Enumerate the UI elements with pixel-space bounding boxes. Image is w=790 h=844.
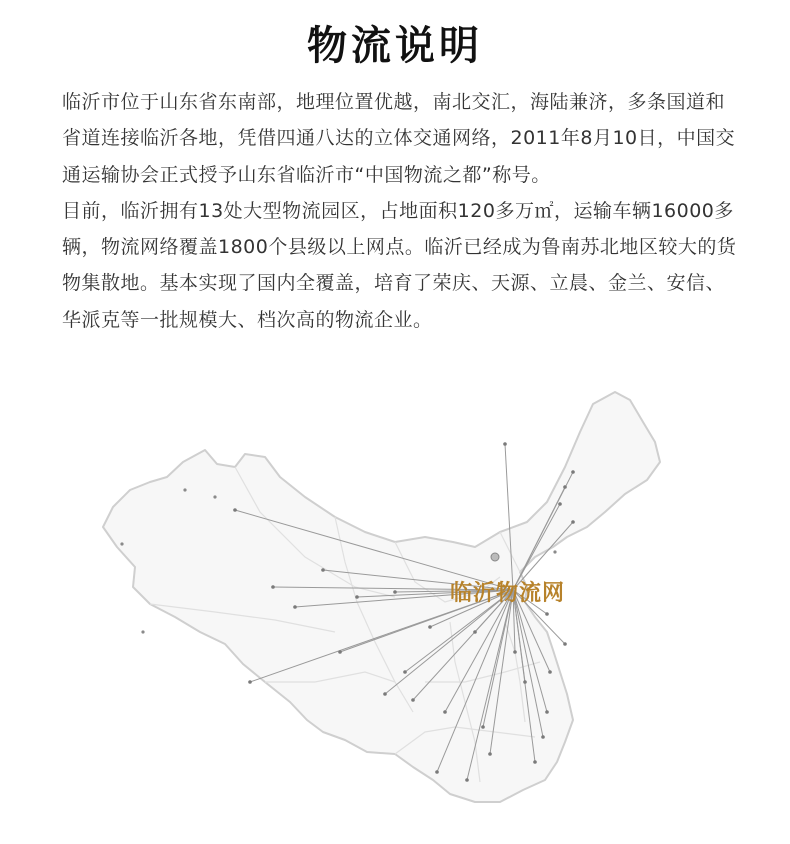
city-dot: [141, 630, 144, 633]
destination-dot: [411, 698, 415, 702]
destination-dot: [548, 670, 552, 674]
destination-dot: [545, 612, 549, 616]
destination-dot: [481, 725, 485, 729]
destination-dot: [403, 670, 407, 674]
city-dot: [120, 542, 123, 545]
intro-text: [62, 84, 742, 338]
capital-marker: [491, 553, 499, 561]
destination-dot: [248, 680, 252, 684]
destination-dot: [563, 485, 567, 489]
page-title: 物流说明: [307, 23, 483, 69]
destination-dot: [321, 568, 325, 572]
destination-dot: [503, 442, 507, 446]
china-outline: [103, 392, 660, 802]
destination-dot: [465, 778, 469, 782]
destination-dot: [383, 692, 387, 696]
destination-dot: [443, 710, 447, 714]
destination-dot: [523, 680, 527, 684]
destination-dot: [338, 650, 342, 654]
destination-dot: [355, 595, 359, 599]
destination-dot: [435, 770, 439, 774]
city-dot: [183, 488, 186, 491]
destination-dot: [488, 752, 492, 756]
destination-dot: [571, 520, 575, 524]
destination-dot: [571, 470, 575, 474]
china-logistics-map: [95, 382, 695, 832]
destination-dot: [293, 605, 297, 609]
city-dot: [553, 550, 556, 553]
destination-dot: [545, 710, 549, 714]
intro-paragraph-2: 目前，临沂拥有13处大型物流园区，占地面积120多万㎡，运输车辆16000多辆，物流网络覆盖1800个县级以上网点。临沂已经成为鲁南苏北地区较大的货物集散地。基本实现了国内全覆盖，培育了荣庆、天源、立晨、金兰、安信、华派克等一批规模大、档次高的物流企业。: [62, 199, 737, 331]
destination-dot: [473, 630, 477, 634]
destination-dot: [271, 585, 275, 589]
city-dot: [213, 495, 216, 498]
destination-dot: [233, 508, 237, 512]
destination-dot: [558, 502, 562, 506]
destination-dot: [393, 590, 397, 594]
destination-dot: [513, 650, 517, 654]
map-label: 临沂物流网: [450, 581, 566, 606]
destination-dot: [541, 735, 545, 739]
destination-dot: [563, 642, 567, 646]
map-graphic: [95, 382, 695, 832]
destination-dot: [533, 760, 537, 764]
intro-paragraph-1: 临沂市位于山东省东南部，地理位置优越，南北交汇，海陆兼济，多条国道和省道连接临沂各地，凭借四通八达的立体交通网络，2011年8月10日，中国交通运输协会正式授予山东省临沂市“中国物流之都”称号。: [62, 91, 736, 186]
destination-dot: [428, 625, 432, 629]
